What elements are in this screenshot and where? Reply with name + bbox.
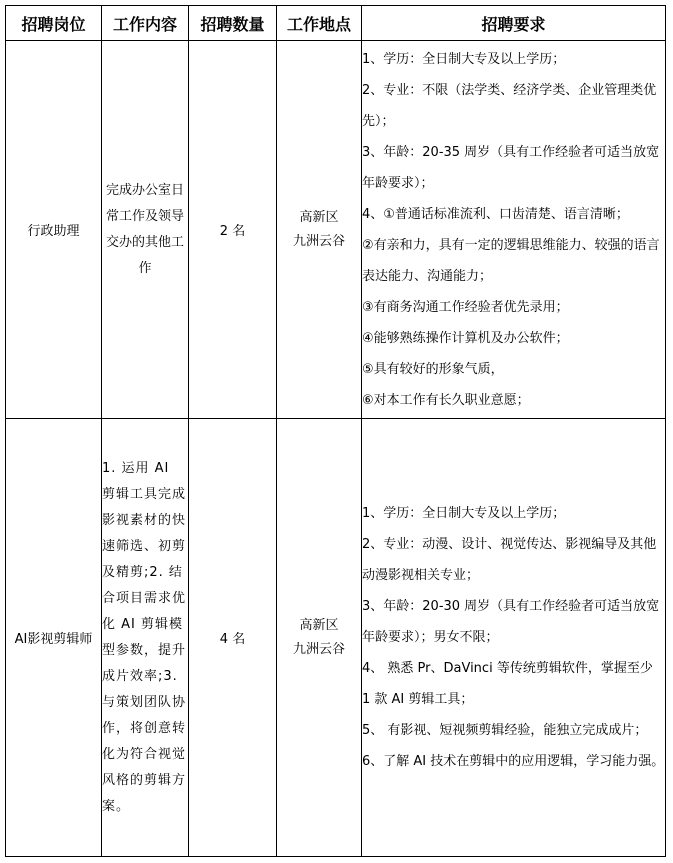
requirement-item: 1、学历：全日制大专及以上学历； xyxy=(362,52,566,67)
requirement-item: 5、 有影视、短视频剪辑经验，能独立完成成片； xyxy=(362,723,648,738)
location-cell xyxy=(277,419,362,857)
header-location: 工作地点 xyxy=(277,6,362,41)
quantity-cell: 2 名 xyxy=(189,41,277,419)
quantity-cell: 4 名 xyxy=(189,419,277,857)
content-cell: 完成办公室日常工作及领导交办的其他工作 xyxy=(102,41,189,419)
table-row xyxy=(6,41,666,419)
requirement-item: 3、年龄：20-35 周岁（具有工作经验者可适当放宽年龄要求）； xyxy=(362,145,660,191)
header-requirements: 招聘要求 xyxy=(362,6,666,41)
header-position: 招聘岗位 xyxy=(6,6,102,41)
header-content: 工作内容 xyxy=(102,6,189,41)
header-quantity: 招聘数量 xyxy=(189,6,277,41)
content-cell: 1. 运用 AI 剪辑工具完成影视素材的快速筛选、初剪及精剪;2. 结合项目需求优化 AI 剪辑模型参数，提升成片效率;3. 与策划团队协作，将创意转化为符合视觉风格的剪辑方案。 xyxy=(102,419,189,857)
location-line: 高新区 xyxy=(299,617,339,633)
requirement-item: ②有亲和力，具有一定的逻辑思维能力、较强的语言表达能力、沟通能力； xyxy=(362,238,660,284)
requirement-item: ③有商务沟通工作经验者优先录用； xyxy=(362,300,569,315)
requirement-item: 6、了解 AI 技术在剪辑中的应用逻辑，学习能力强。 xyxy=(362,754,665,769)
requirements-cell xyxy=(362,41,666,419)
requirement-item: 4、 熟悉 Pr、DaVinci 等传统剪辑软件，掌握至少 1 款 AI 剪辑工具； xyxy=(362,661,653,707)
requirement-item: ⑥对本工作有长久职业意愿； xyxy=(362,393,530,408)
requirements-cell xyxy=(362,419,666,857)
requirement-item: 4、①普通话标准流利、口齿清楚、语言清晰； xyxy=(362,207,629,222)
location-line: 九洲云谷 xyxy=(292,641,345,657)
location-line: 九洲云谷 xyxy=(292,233,345,249)
position-cell: 行政助理 xyxy=(6,41,102,419)
requirement-item: 2、专业：不限（法学类、经济学类、企业管理类优先）； xyxy=(362,83,657,129)
requirement-item: 1、学历：全日制大专及以上学历； xyxy=(362,506,566,521)
position-cell: AI影视剪辑师 xyxy=(6,419,102,857)
location-line: 高新区 xyxy=(299,209,339,225)
header-row xyxy=(6,6,666,41)
requirement-item: 2、专业：动漫、设计、视觉传达、影视编导及其他动漫影视相关专业； xyxy=(362,537,657,583)
location-cell xyxy=(277,41,362,419)
table-row xyxy=(6,419,666,857)
recruitment-table xyxy=(5,5,666,857)
requirement-item: 3、年龄：20-30 周岁（具有工作经验者可适当放宽年龄要求）；男女不限； xyxy=(362,599,660,645)
requirement-item: ⑤具有较好的形象气质， xyxy=(362,362,504,377)
requirement-item: ④能够熟练操作计算机及办公软件； xyxy=(362,331,569,346)
